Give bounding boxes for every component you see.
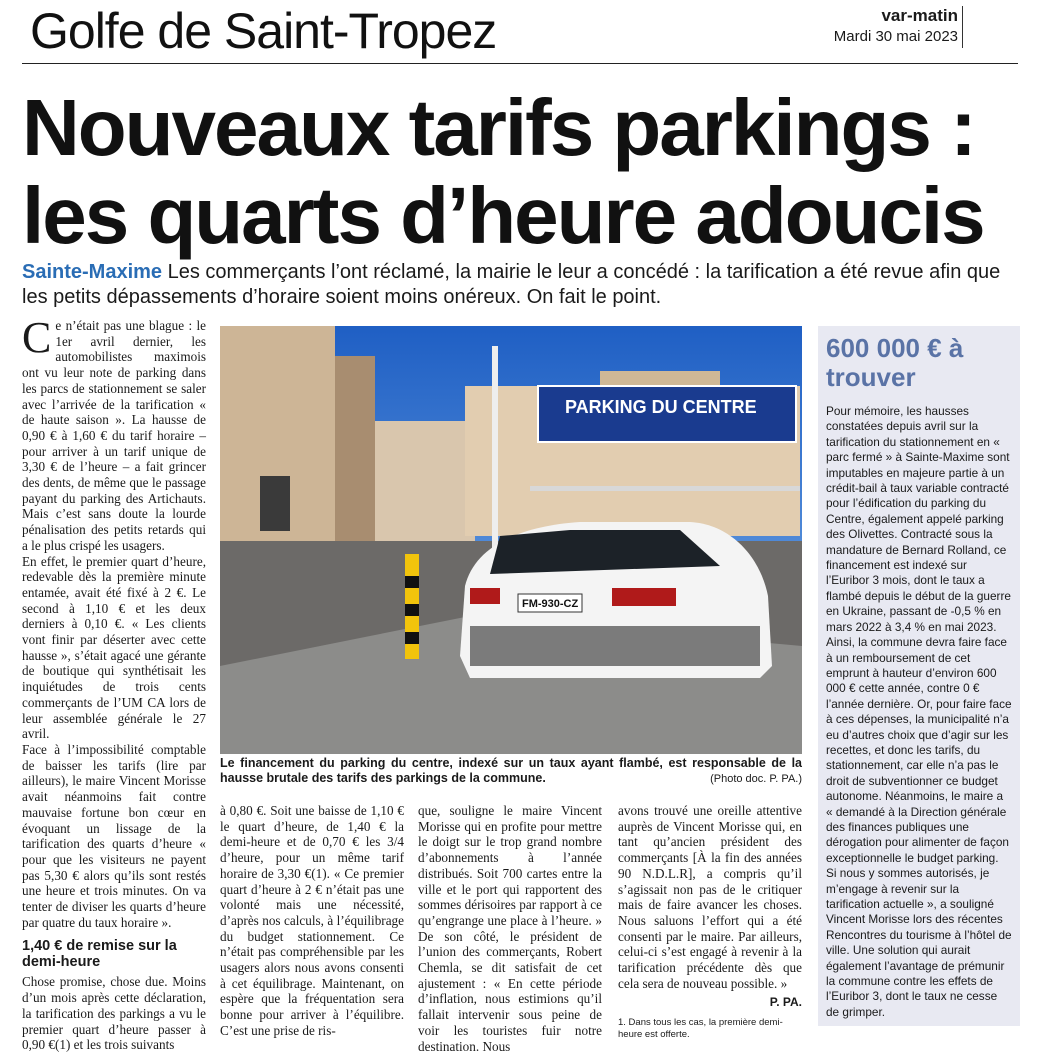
photo-credit: (Photo doc. P. PA.) (710, 773, 802, 785)
paragraph: Face à l’impossibilité comptable de baisser les tarifs (lire par ailleurs), le maire Vincent Morisse avait néanmoins fait contre mauvaise fortune bon cœur en évoquant un lissage de la tarification des quarts d’heure « pour que les visiteurs ne payent pas 5,30 € alors qu’ils sont restés une heure et trois minutes. On va tenter de diviser les quarts d’heure par quatre du taux horaire ». (22, 741, 206, 930)
masthead (834, 6, 958, 45)
headline-line-1: Nouveaux tarifs parkings : (22, 83, 975, 172)
parking-sign: PARKING DU CENTRE (565, 397, 757, 417)
article-column-3 (418, 803, 602, 1054)
issue-date: Mardi 30 mai 2023 (833, 28, 958, 45)
article-column-2 (220, 803, 404, 1039)
headline (22, 84, 1022, 260)
paragraph: En effet, le premier quart d’heure, redevable dès la première minute entamée, avait été fixé à 2 €. Le second à 1,10 € et les deux derniers à 0,10 €. « Les clients vont finir par déserter avec cette hausse », s’était agacé une gérante de boutique qui synthétisait les inquiétudes de trois cents commerçants de l’UM CA lors de leur assemblée générale le 27 avril. (22, 553, 206, 742)
deck-text: Les commerçants l’ont réclamé, la mairie le leur a concédé : la tarification a été revue afin que les petits dépassements d’horaire soient moins onéreux. On fait le point. (22, 261, 1001, 308)
brand-name: var-matin (881, 6, 958, 25)
footnote: 1. Dans tous les cas, la première demi-heure est offerte. (618, 1017, 783, 1041)
paragraph: que, souligne le maire Vincent Morisse qui en profite pour mettre le doigt sur le trop grand nombre d’abonnements à l’année distribués. Soit 700 cartes entre la ville et le port qui rapportent des sommes dérisoires par rapport à ce qu’engrange une place à l’heure. » De son côté, le président de l’union des commerçants, Robert Chemla, se dit satisfait de cet ajustement : « En cette période d’inflation, nous estimions qu’il fallait intervenir sous peine de voir les touristes fuir notre destination. Nous (418, 803, 602, 1054)
paragraph: Chose promise, chose due. Moins d’un mois après cette déclaration, la tarification des parkings a vu le premier quart d’heure passer à 0,90 €(1) et les trois suivants (22, 974, 206, 1053)
deck-place: Sainte-Maxime (22, 261, 163, 283)
author-signature: P. PA. (769, 995, 802, 1010)
deck (22, 260, 1022, 310)
headline-line-2: les quarts d’heure adoucis (22, 171, 984, 260)
paragraph: à 0,80 €. Soit une baisse de 1,10 € le quart d’heure, de 1,40 € la demi-heure et de 0,70 € les 3/4 d’heure, pour un même tarif horaire de 3,30 €(1). « Ce premier quart d’heure à 2 € n’était pas une volonté mais une nécessité, d’après nos calculs, à l’équilibrage du budget stationnement. Ce n’était pas compréhensible par les usagers alors nous avons consenti à cet équilibrage. Maintenant, on espère que la fréquentation sera bonne pour arriver à l’équilibre. C’est une prise de ris- (220, 803, 404, 1038)
paragraph: e n’était pas une blague : le 1er avril dernier, les automobilistes maximois ont vu leur note de parking dans les parcs de stationnement se saler avec l’arrivée de la tarification « de haute saison ». La hausse de 0,90 € à 1,60 € du tarif horaire – pour arriver à un tarif unique de 3,30 € de l’heure – a fait grincer des dents, de même que le passage payant du parking des Artichauts. Mais c’est sans doute la lourde pénalisation des petits retards qui a le plus crispé les usagers. (22, 318, 206, 553)
parking-photo (220, 326, 802, 754)
subhead: 1,40 € de remise sur la demi-heure (22, 938, 177, 971)
top-rule (22, 63, 1018, 64)
sidebar-box (818, 326, 1020, 1026)
paragraph: avons trouvé une oreille attentive auprès de Vincent Morisse qui, en tant qu’ancien président des commerçants [À la fin des années 90 N.D.L.R], a compris qu’il s’agissait non pas de le critiquer mais de faire avancer les choses. Nous saluons l’effort qui a été consenti par le maire. Par ailleurs, celui-ci s’est engagé à revenir à la tarification précédente dès que cela sera de nouveau possible. » (618, 803, 802, 991)
article-column-1 (22, 313, 206, 1053)
sidebar-body: Pour mémoire, les hausses constatées depuis avril sur la tarification du stationnement en « parc fermé » à Sainte-Maxime sont imputables en majeure partie à un crédit-bail à taux variable contracté pour l’édification du parking du Centre, également appelé parking des Olivettes. Contracté sous la mandature de Bernard Rolland, ce financement est indexé sur l’Euribor 3 mois, dont le taux a flambé depuis le début de la guerre en Ukraine, passant de -0,5 % en mars 2022 à 3,4 % en mai 2023. Ainsi, la commune devra faire face à un remboursement de cet emprunt à hauteur d’environ 600 000 € cette année, contre 0 € l’année dernière. Or, pour faire face à ces dépenses, la municipalité n’a eu d’autres choix que d’agir sur les recettes, et donc les tarifs, du stationnement, car elle n’a pas le droit de subventionner ce budget autonome. Néanmoins, le maire a « demandé à la Direction générale des finances publiques une dérogation pour alimenter de façon exceptionnelle le budget parking. Si nous y sommes autorisés, je m’engage à revenir sur la tarification actuelle », a souligné Vincent Morisse lors des récentes Rencontres du tourisme à l’hôtel de ville. Une solution qui aurait également l’avantage de prémunir la commune contre les effets de l’Euribor 3, dont le taux ne cesse de grimper. (826, 404, 1012, 1019)
sidebar-title: 600 000 € à trouver (826, 333, 964, 392)
photo-caption: Le financement du parking du centre, indexé sur un taux ayant flambé, est responsable de la hausse brutale des tarifs des parkings de la commune. (220, 756, 802, 785)
article-column-4 (618, 803, 802, 1041)
dropcap: C (22, 313, 52, 362)
license-plate: FM-930-CZ (522, 598, 579, 610)
parking-photo-illustration (220, 326, 802, 754)
section-title: Golfe de Saint-Tropez (30, 3, 497, 59)
masthead-divider (962, 6, 963, 48)
